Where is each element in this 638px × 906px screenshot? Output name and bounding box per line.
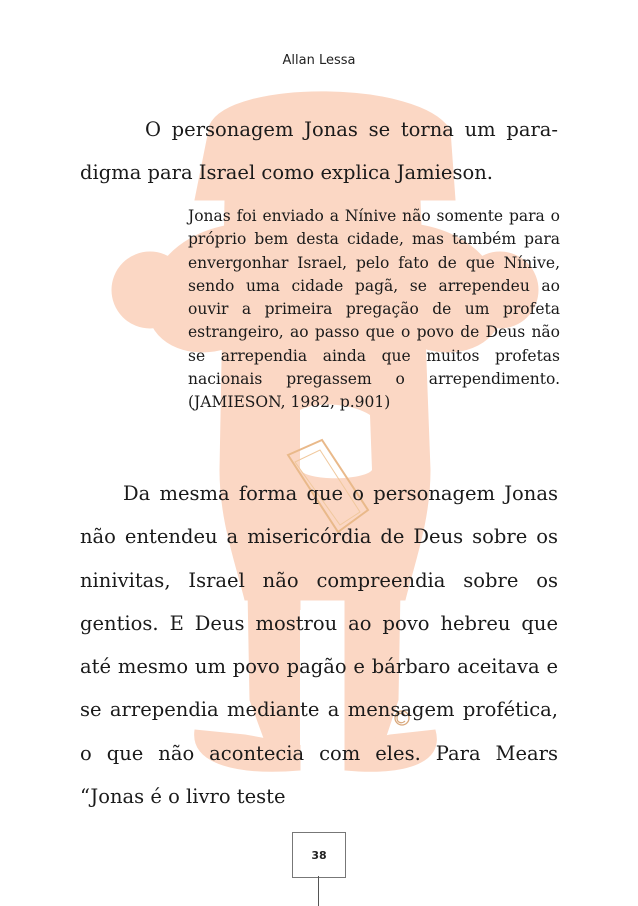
- block-quote: Jonas foi enviado a Nínive não somente para o próprio bem desta cidade, mas também para envergonhar Israel, pelo fato de que Nínive, sendo uma cidade pagã, se arrependeu ao ouvir a primeira pregação de um profeta estrangeiro, ao passo que o povo de Deus não se arrependia ainda que muitos profetas nacionais pregassem o arrependimento. (JAMIESON, 1982, p.901): [188, 207, 560, 412]
- running-header-author: Allan Lessa: [282, 53, 356, 68]
- body-paragraph: Da mesma forma que o personagem Jonas não entendeu a misericórdia de Deus sobre os ninivitas, Israel não compreendia sobre os gentios. E Deus mostrou ao povo hebreu que até mesmo um povo pagão e bárbaro aceitava e se arrependia mediante a mensagem profética, o que não acontecia com eles. Para Mears “Jonas é o livro teste: [80, 482, 558, 809]
- intro-line-2: digma para Israel como explica Jamieson.: [80, 161, 493, 184]
- page-number: 38: [292, 832, 346, 878]
- intro-paragraph: [80, 108, 558, 194]
- intro-line-1: O personagem Jonas se torna um para-: [145, 118, 558, 141]
- page-number-stem: [318, 876, 319, 906]
